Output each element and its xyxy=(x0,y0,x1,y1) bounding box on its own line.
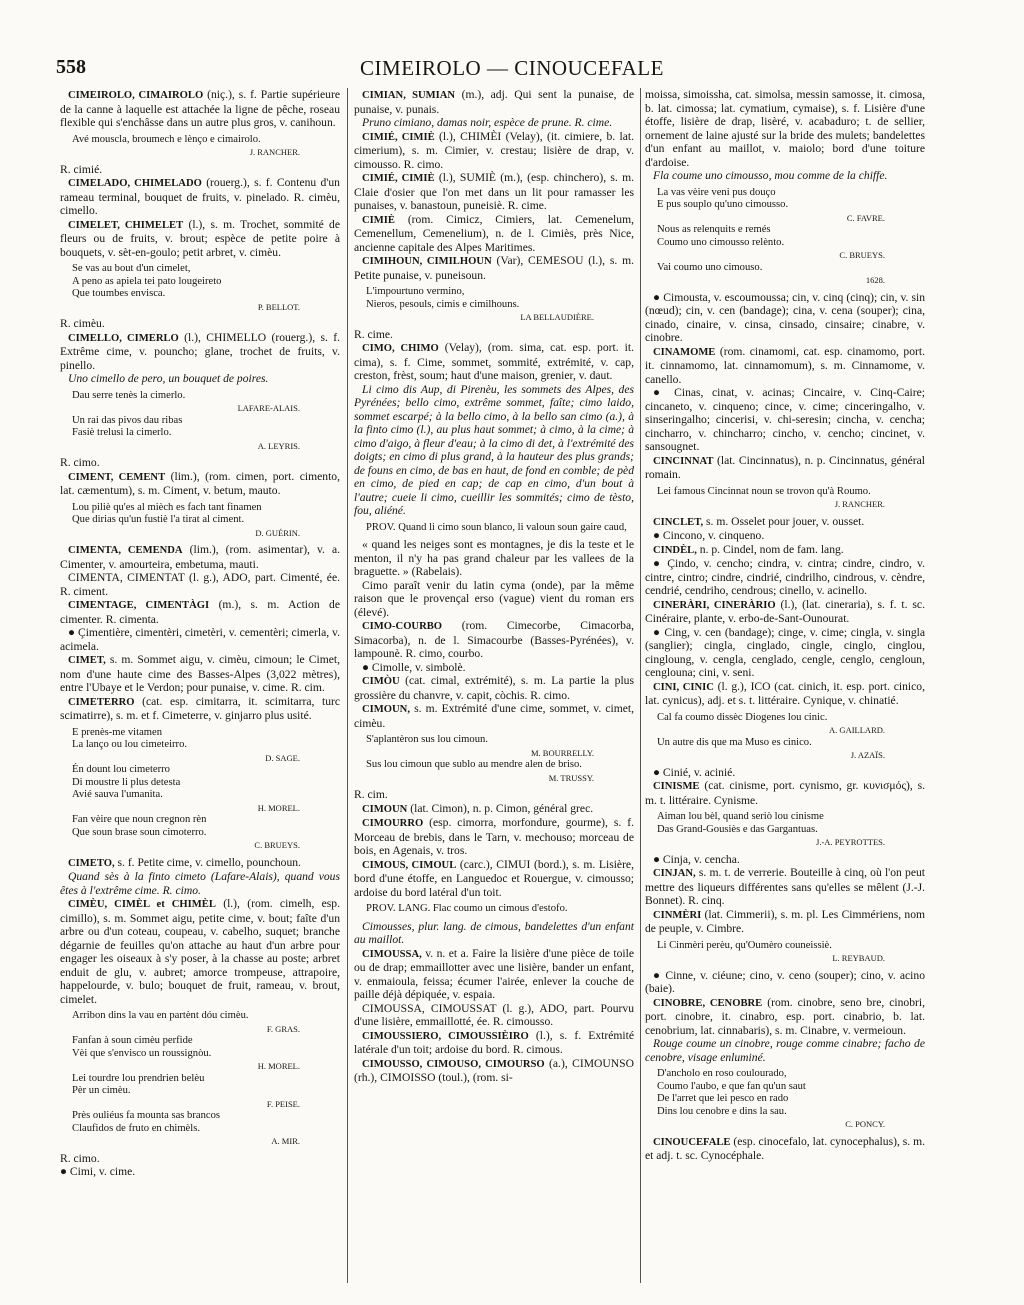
quote-line: Que soun brase soun cimoterro. xyxy=(72,826,207,838)
quote-source: J. RANCHER. xyxy=(249,147,300,157)
entry xyxy=(354,254,634,282)
quote-line: Coumo l'aubo, e que fan qu'un saut xyxy=(657,1080,806,1092)
headword: CIMELLO, CIMERLO xyxy=(68,332,179,344)
proverb xyxy=(366,903,634,916)
quote-source: LAFARE-ALAIS. xyxy=(237,403,300,413)
entry xyxy=(60,88,340,130)
definition: (m.), adj. Qui sent la punaise, de punaise, v. punais. xyxy=(354,88,634,116)
entry xyxy=(60,897,340,1006)
definition: (rom. cinamomi, cat. esp. cinamomo, port. it. cinnamomo, lat. cinnamomum), s. m. Cinnamome, v. canello. xyxy=(645,344,925,386)
quote-source: A. GAILLARD. xyxy=(829,725,885,735)
proverb xyxy=(366,522,634,535)
headword: CINI, CINIC xyxy=(653,681,714,693)
quote-line: Das Grand-Gousiès e das Gargantuas. xyxy=(657,823,818,835)
entry xyxy=(354,1029,634,1057)
entry xyxy=(645,1135,925,1163)
headword: CINMÈRI xyxy=(653,909,702,921)
root-reference: R. cimié. xyxy=(60,162,103,176)
entry xyxy=(60,695,340,723)
entry xyxy=(645,779,925,807)
headword: CIMETERRO xyxy=(68,696,135,708)
quote-source: H. MOREL. xyxy=(257,802,300,813)
root-reference: R. cime. xyxy=(354,327,393,341)
headword: CIMENTA, CEMENDA xyxy=(68,545,183,556)
entry xyxy=(60,176,340,218)
quote-source: C. PONCY. xyxy=(845,1119,885,1129)
entry xyxy=(645,515,925,530)
quotation xyxy=(72,1010,340,1148)
cross-reference: ● Cinié, v. acinié. xyxy=(653,765,736,779)
quote-source: 1628. xyxy=(865,275,885,285)
quotation xyxy=(657,811,925,849)
quote-line: Lei famous Cincinnat noun se trovon qu'à Roumo. xyxy=(657,485,871,497)
quote-line: Vèi que s'envisco un roussignòu. xyxy=(72,1047,212,1059)
definition: (rom. Cimecorbe, Cimacorba, Simacorba), n. de l. Simacourbe (Basses-Pyrénées), v. lampounè. R. cimo, courbo. xyxy=(354,619,634,660)
definition: (lat. Cincinnatus), n. p. Cincinnatus, général romain. xyxy=(645,453,925,481)
entry xyxy=(354,816,634,858)
usage-example: Uno cimello de pero, un bouquet de poires. xyxy=(68,372,269,385)
headword: CIMENTAGE, CIMENTÀGI xyxy=(68,600,210,611)
entry xyxy=(645,345,925,387)
quote-line: Dins lou cenobre e dins la sau. xyxy=(657,1105,787,1117)
quote-line: PROV. LANG. Flac coumo un cimous d'estofo. xyxy=(366,903,568,914)
quotation xyxy=(72,502,340,540)
column-right xyxy=(645,88,925,1288)
quote-line: De l'arret que lei pesco en rado xyxy=(657,1093,789,1104)
column-divider xyxy=(640,88,641,1283)
quote-source: C. BRUEYS. xyxy=(254,840,300,850)
headword: CIMIÉ, CIMIÈ xyxy=(362,131,435,143)
definition: (l.), s. m. Trochet, sommité de fleurs ou de fruits, v. brout; espèce de petite poire à bouquets, v. sèt-en-goulo; petit arbret, v. cimèu. xyxy=(60,217,340,259)
definition: s. m. Sommet aigu, v. cimèu, cimoun; le Cimet, nom d'une haute cime des Basses-Alpes (3,022 mètres), entre l'Ubaye et le Verdon; pour punaise, v. cime. R. cim. xyxy=(60,653,340,694)
quotation xyxy=(72,390,340,453)
quote-line: Arribon dins la vau en partènt dóu cimèu. xyxy=(72,1010,249,1021)
definition: (Velay), (rom. sima, cat. esp. port. it. cima), s. f. Cime, sommet, sommité, extrémité, v. cap, creston, frèst, soum; haut d'une maison, grenier, v. daut. xyxy=(354,341,634,382)
cross-reference: ● Cincono, v. cinqueno. xyxy=(653,529,765,542)
quote-source: M. BOURRELLY. xyxy=(531,747,594,758)
quote-source: H. MOREL. xyxy=(257,1061,300,1071)
quote-line: PROV. Quand li cimo soun blanco, li valoun soun gaire caud, xyxy=(366,521,627,533)
proverb-gloss: « quand les neiges sont es montagnes, je dis la teste et le menton, il n'y ha pas grand chaleur par les vallees de la braguette. » (Rabelais). xyxy=(354,538,634,578)
definition: (l.), s. f. Extrémité latérale d'un toit; ardoise du bord. R. cimous. xyxy=(354,1028,634,1056)
definition: (esp. cimorra, morfondure, gourme), s. f. Morceau de brebis, dans le Tarn, v. mechouso; morceau de bois, en Agenais, v. tros. xyxy=(354,816,634,857)
headword: CINOBRE, CENOBRE xyxy=(653,997,763,1009)
entry xyxy=(60,856,340,871)
quote-line: Sus lou cimoun que sublo au mendre alen de briso. xyxy=(366,759,582,770)
quotation xyxy=(366,734,634,784)
definition: (l.), CHIMELLO (rouerg.), s. f. Extrême cime, v. pouncho; glane, trochet de fruits, v. pinello. xyxy=(60,330,340,372)
cross-reference: ● Çindo, v. cencho; cindra, v. cintra; cindre, cindro, v. cintre, cintro; cindre, cindrié, cindrilho, cindrous, v. cèndre, cendrié, cendriho, cendrous; cinello, v. acinello. xyxy=(645,557,925,597)
headword: CIMOURRO xyxy=(362,818,424,829)
quote-line: Lei tourdre lou prendrien belèu xyxy=(72,1072,205,1084)
quotation xyxy=(657,712,925,762)
quote-line: Coumo uno cimousso relènto. xyxy=(657,236,785,248)
headword: CINOUCEFALE xyxy=(653,1136,731,1148)
root-reference: R. cimo. xyxy=(60,1151,100,1165)
participle: CIMENTA, CIMENTAT (l. g.), ADO, part. Cimenté, ée. R. ciment. xyxy=(60,571,340,598)
headword: CINJAN, xyxy=(653,868,696,879)
cross-reference: ● Cinja, v. cencha. xyxy=(653,852,740,866)
quote-source: D. GUÉRIN. xyxy=(255,527,300,538)
entry xyxy=(60,653,340,695)
definition: (cat. cimal, extrémité), s. m. La partie la plus grossière du chanvre, v. capit, còchis. R. cimo. xyxy=(354,674,634,702)
definition: s. m. Extrémité d'une cime, sommet, v. cimet, cimèu. xyxy=(354,702,634,730)
root-reference: R. cimèu. xyxy=(60,317,105,330)
quote-line: D'ancholo en roso coulourado, xyxy=(657,1068,787,1079)
quote-source: F. GRAS. xyxy=(266,1023,300,1034)
usage-example: Li cimo dis Aup, di Pirenèu, les sommets des Alpes, des Pyrénées; bello cimo, extrême sommet, faîte; cimo laido, sommet escarpé; à la bello cimo, à la bello san cimo (a.), à la finto cimo (l.), au plus haut sommet; à cimo, à la cime; à cimo d'aigo, à fleur d'eau; à la cimo di det, à l'extrémité des doigts; en cimo di plus grand, à la hauteur des plus grands; de founs en cimo, de bas en haut, de fond en comble; de pèd en cimo, de pied en cap; de cap en cimo, d'un bout à l'autre; cueie li cimo, cueillir les sommités; cimo de tèsto, fou, aliéné. xyxy=(354,382,634,517)
participle: CIMOUSSA, CIMOUSSAT (l. g.), ADO, part. Pourvu d'une lisière, emmaillotté, ée. R. cimousso. xyxy=(354,1001,634,1028)
entry-continuation: moissa, simoissha, cat. simolsa, messin samosse, it. cimosa, b. lat. cimossa; lat. cymatium, cymaise), s. f. Lisière d'une étoffe, lisière de drap, lisèré, v. acabaduro; t. de sellier, ornement de laine ajusté sur la bride des mulets; bandelettes d'un enfant au maillot, v. maiolo; bord d'une toiture d'ardoise. xyxy=(645,88,925,169)
headword: CIMOUSSA, xyxy=(362,948,422,960)
column-left xyxy=(60,88,340,1288)
quote-line: E prenès-me vitamen xyxy=(72,726,163,738)
headword: CINERÀRI, CINERÀRIO xyxy=(653,599,776,611)
entry xyxy=(645,680,925,708)
usage-example: Quand sès à la finto cimeto (Lafare-Alais), quand vous êtes à l'extrême cime. R. cimo. xyxy=(60,870,340,897)
definition: (cat. cinisme, port. cynismo, gr. κυνισμός), s. m. t. littéraire. Cynisme. xyxy=(645,779,925,807)
page-title: CIMEIROLO — CINOUCEFALE xyxy=(360,56,664,80)
quote-line: Fan vèire que noun cregnon rèn xyxy=(72,814,207,825)
column-divider xyxy=(347,88,348,1283)
headword: CIMIÉ, CIMIÈ xyxy=(362,173,435,184)
definition: s. m. t. de verrerie. Bouteille à cinq, où l'on peut mettre des liqueurs différentes sans qu'elles se mêlent (J.-J. Bonnet). R. cinq. xyxy=(645,866,925,907)
headword: CIMELADO, CHIMELADO xyxy=(68,178,202,189)
definition: (lim.), (rom. cimen, port. cimento, lat. cæmentum), s. m. Ciment, v. betum, mauto. xyxy=(60,469,340,497)
definition: (l.), (lat. cineraria), s. f. t. sc. Cinéraire, plante, v. erbo-de-Sant-Ounourat. xyxy=(645,597,925,625)
entry xyxy=(60,331,340,373)
quote-line: Près ouliéus fa mounta sas brancos xyxy=(72,1110,220,1121)
quote-source: LA BELLAUDIÈRE. xyxy=(520,312,594,322)
definition: (Var), CEMESOU (l.), s. m. Petite punaise, v. puneisoun. xyxy=(354,254,634,282)
quote-line: Avié sauva l'umanita. xyxy=(72,789,163,800)
quotation xyxy=(657,1068,925,1131)
quote-line: Nieros, pesouls, cimis e cimilhouns. xyxy=(366,298,520,310)
entry xyxy=(645,866,925,908)
definition: (rouerg.), s. f. Contenu d'un rameau terminal, bouquet de fruits, v. pinelado. R. cimèu, cimello. xyxy=(60,176,340,217)
entry xyxy=(645,543,925,558)
quotation xyxy=(72,263,340,313)
headword: CIMOUSSIERO, CIMOUSSIÈIRO xyxy=(362,1030,529,1042)
entry xyxy=(645,996,925,1038)
definition: (lat. Cimon), n. p. Cimon, général grec. xyxy=(410,801,594,815)
quote-source: L. REYBAUD. xyxy=(832,953,885,963)
headword: CIMOUN xyxy=(362,803,408,815)
usage-example: Fla coume uno cimousso, mou comme de la chiffe. xyxy=(653,169,888,182)
quote-line: Di moustre li plus detesta xyxy=(72,776,181,788)
headword: CINCLET, xyxy=(653,516,704,528)
quote-source: J. AZAÏS. xyxy=(850,750,885,760)
quotation xyxy=(657,940,925,965)
quote-line: Li Cinmèri perèu, qu'Oumèro couneissiè. xyxy=(657,939,832,951)
headword: CINAMOME xyxy=(653,346,716,358)
headword: CIMO-COURBO xyxy=(362,621,443,632)
entry xyxy=(354,702,634,730)
definition: (rom. cinobre, seno bre, cinobri, port. cinobre, it. cinabro, esp. port. cinabrio, b. lat. cenobrium, lat. cinnabaris), s. m. Cinabre, v. vermeioun. xyxy=(645,995,925,1037)
headword: CIMOUS, CIMOUL xyxy=(362,859,457,871)
entry xyxy=(354,674,634,702)
cross-reference: ● Cing, v. cen (bandage); cinge, v. cime; cingla, v. singla (sanglier); cingla, cinglado, cingle, cinglo, cinglou, cingloung, v. cengla, cenglado, cengle, cenglo, cengloun, cenglouna; cini, v. seni. xyxy=(645,625,925,679)
entry xyxy=(354,213,634,255)
entry xyxy=(354,130,634,172)
headword: CIMOUSSO, CIMOUSO, CIMOURSO xyxy=(362,1058,545,1070)
definition: (cat. esp. cimitarra, it. scimitarra, turc scimatirre), s. m. et f. Cimeterre, v. ginjarro plus usité. xyxy=(60,694,340,722)
definition: (l.), (rom. cimelh, esp. cimillo), s. m. Sommet aigu, petite cime, v. bout; faîte d'un arbre ou d'un coteau, coupeau, v. cabelho, suquet; branche dégarnie de feuilles qu'on attache au haut d'un arbre pour engager les oiseaux à s'y poser, à la chasse au poste; arbret enduit de glu, v. aubret; amorce trompeuse, attrapoire, happelourde, v. bulo; bouquet de fruit, rameau, v. brout, cimelet. xyxy=(60,897,340,1006)
entry xyxy=(354,858,634,900)
quotation xyxy=(366,286,634,324)
entry xyxy=(354,88,634,116)
entry xyxy=(60,543,340,571)
entry xyxy=(354,947,634,1002)
quote-source: D. SAGE. xyxy=(265,752,300,763)
quote-line: Se vas au bout d'un cimelet, xyxy=(72,263,191,274)
definition: s. f. Petite cime, v. cimello, pounchoun. xyxy=(117,855,301,869)
headword: CINISME xyxy=(653,781,700,792)
entry xyxy=(354,1057,634,1085)
cross-reference: ● Cinas, cinat, v. acinas; Cincaire, v. Cinq-Caire; cincaneto, v. cinqueno; cince, v. cime; cinceringalho, v. sinseringalho; cincerisi, v. chi-seresin; cincha, v. cencha; cincharro, v. chincharro; cincho, v. cencho; cincinet, v. sansougnet. xyxy=(645,386,925,453)
entry xyxy=(645,908,925,936)
definition: (niç.), s. f. Partie supérieure de la canne à laquelle est attachée la ligne de pêche, roseau flexible qui s'enchâsse dans un autre plus gros, v. canihoun. xyxy=(60,88,340,129)
quote-source: C. FAVRE. xyxy=(846,212,885,223)
definition: (lim.), (rom. asimentar), v. a. Cimenter, v. amourteira, embetuma, mauti. xyxy=(60,543,340,571)
quote-line: La vas vèire veni pus douço xyxy=(657,186,776,198)
page-header xyxy=(56,52,968,86)
definition: (l.), SUMIÈ (m.), (esp. chinchero), s. m. Claie d'osier que l'on met dans un lit pour ramasser les punaises, v. banastoun, puneisiè. R. cime. xyxy=(354,171,634,212)
quote-line: Que dirias qu'un fustiè l'a tirat al ciment. xyxy=(72,514,245,525)
entry xyxy=(60,218,340,260)
headword: CIMELET, CHIMELET xyxy=(68,219,184,231)
usage-example: Cimousses, plur. lang. de cimous, bandelettes d'un enfant au maillot. xyxy=(354,919,634,946)
definition: (l.), CHIMÈI (Velay), (it. cimiere, b. lat. cimerium), s. m. Cimier, v. crestau; lisière de drap, v. cimousso. R. cimo. xyxy=(354,129,634,171)
quote-line: Vai coumo uno cimouso. xyxy=(657,261,763,273)
entry xyxy=(354,802,634,817)
cross-reference: ● Çimentière, cimentèri, cimetèri, v. cementèri; cimerla, v. acimela. xyxy=(60,626,340,653)
root-reference: R. cim. xyxy=(354,788,388,801)
usage-example: Pruno cimiano, damas noir, espèce de prune. R. cime. xyxy=(362,116,613,129)
entry xyxy=(645,454,925,482)
quote-line: Claufidos de fruto en chimèls. xyxy=(72,1122,200,1134)
quote-line: Un autre dis que ma Muso es cinico. xyxy=(657,736,812,748)
quotation xyxy=(657,187,925,287)
quote-line: Dau serre tenès la cimerlo. xyxy=(72,389,186,401)
quotation xyxy=(72,134,340,159)
headword: CIMIAN, SUMIAN xyxy=(362,90,456,101)
quote-line: Un rai das pivos dau ribas xyxy=(72,414,183,426)
quote-line: Én dount lou cimeterro xyxy=(72,764,170,775)
definition: n. p. Cindel, nom de fam. lang. xyxy=(699,542,844,556)
quote-source: P. BELLOT. xyxy=(257,301,300,312)
quote-line: A peno as apiela tei pato lougeireto xyxy=(72,275,222,287)
entry xyxy=(354,171,634,213)
entry xyxy=(645,598,925,626)
quote-line: Lou piliè qu'es al mièch es fach tant finamen xyxy=(72,501,262,513)
headword: CIMET, xyxy=(68,655,106,666)
page-number: 558 xyxy=(56,56,86,78)
headword: CIMIÈ xyxy=(362,214,395,226)
quotation xyxy=(72,727,340,852)
headword: CIMIHOUN, CIMILHOUN xyxy=(362,256,492,267)
entry xyxy=(354,341,634,383)
cross-reference: ● Cimousta, v. escoumoussa; cin, v. cinq (cinq); cin, v. sin (nœud); cin, v. cen (bandage); cina, v. cena (souper); cina, cinado, cinaire, v. cinsa, cinsado, cinsaire; cinabre, v. cinobre. xyxy=(645,290,925,344)
quote-line: Que toumbes envisca. xyxy=(72,288,166,299)
definition: (rom. Cimicz, Cimiers, lat. Cemenelum, Cemenellum, Cemenelium), n. de l. Cimiès, près Nice, ancienne capitale des Alpes Maritimes. xyxy=(354,212,634,254)
quote-source: A. LEYRIS. xyxy=(257,440,300,451)
quote-line: Nous as relenquits e remés xyxy=(657,224,771,235)
entry xyxy=(60,470,340,498)
quote-line: Avé mouscla, broumech e lènço e cimairolo. xyxy=(72,133,261,145)
quote-line: Fanfan à soun cimèu perfide xyxy=(72,1035,193,1046)
quote-line: Fasiè trelusi la cimerlo. xyxy=(72,427,172,438)
root-reference: R. cimo. xyxy=(60,456,100,469)
headword: CIMEIROLO, CIMAIROLO xyxy=(68,90,204,101)
quote-source: J. RANCHER. xyxy=(834,499,885,509)
headword: CIMO, CHIMO xyxy=(362,343,439,354)
definition: (m.), s. m. Action de cimenter. R. cimenta. xyxy=(60,598,340,626)
definition: (esp. cinocefalo, lat. cynocephalus), s. m. et adj. t. sc. Cynocéphale. xyxy=(645,1134,925,1162)
quote-line: S'aplantèron sus lou cimoun. xyxy=(366,734,488,745)
definition: (lat. Cimmerii), s. m. pl. Les Cimmériens, nom de peuple, v. Cimbre. xyxy=(645,907,925,935)
quote-line: L'impourtuno vermino, xyxy=(366,286,465,297)
quote-line: Cal fa coumo dissèc Diogenes lou cinic. xyxy=(657,711,828,723)
quote-line: Pèr un cimèu. xyxy=(72,1085,131,1096)
cross-reference: ● Cimolle, v. simbolè. xyxy=(362,660,466,674)
quote-line: La lanço ou lou cimeteirro. xyxy=(72,739,188,750)
headword: CINDÈL, xyxy=(653,544,697,556)
definition: s. m. Osselet pour jouer, v. ousset. xyxy=(706,514,865,528)
cross-reference: ● Cimi, v. cime. xyxy=(60,1165,136,1178)
cross-reference: ● Cinne, v. ciéune; cino, v. ceno (souper); cino, v. acino (baie). xyxy=(645,968,925,995)
entry xyxy=(354,619,634,661)
headword: CIMENT, CEMENT xyxy=(68,471,166,483)
definition: v. n. et a. Faire la lisière d'une pièce de toile ou de drap; emmaillotter avec une lisière, bander un enfant, v. enmaioula, feissa; écumer l'airée, enlever la couche de paille déjà dépiquée, v. espaia. xyxy=(354,946,634,1001)
quote-line: E pus souplo qu'uno cimousso. xyxy=(657,199,789,210)
definition: (carc.), CIMUI (bord.), s. m. Lisière, bord d'une étoffe, en Languedoc et Rouergue, v. cimousso; ardoise du bord latéral d'un toit. xyxy=(354,857,634,899)
headword: CIMETO, xyxy=(68,857,115,869)
quote-source: M. TRUSSY. xyxy=(548,772,594,783)
headword: CIMOUN, xyxy=(362,704,410,715)
usage-example: Rouge coume un cinobre, rouge comme cinabre; facho de cenobre, visage enluminé. xyxy=(645,1037,925,1064)
quotation xyxy=(657,486,925,511)
quote-line: Aiman lou bèl, quand seriò lou cinisme xyxy=(657,811,824,822)
quote-source: A. MIR. xyxy=(271,1136,300,1146)
definition: (l. g.), ICO (cat. cinich, it. esp. port. cinico, lat. cynicus), adj. et s. t. littéraire. Cynique, v. chinatié. xyxy=(645,679,925,707)
headword: CIMÈU, CIMÈL et CHIMÈL xyxy=(68,899,216,910)
quote-source: J.-A. PEYROTTES. xyxy=(816,837,885,847)
headword: CIMÒU xyxy=(362,676,400,687)
entry xyxy=(60,598,340,626)
definition: (a.), CIMOUNSO (rh.), CIMOISSO (toul.), (rom. si- xyxy=(354,1056,634,1084)
column-middle xyxy=(354,88,634,1288)
quote-source: F. PEISE. xyxy=(266,1098,300,1109)
headword: CINCINNAT xyxy=(653,455,714,467)
etymology-note: Cimo paraît venir du latin cyma (onde), par la même raison que le provençal erso (vague) vient du roman ers (élevé). xyxy=(354,578,634,619)
quote-source: C. BRUEYS. xyxy=(839,250,885,260)
